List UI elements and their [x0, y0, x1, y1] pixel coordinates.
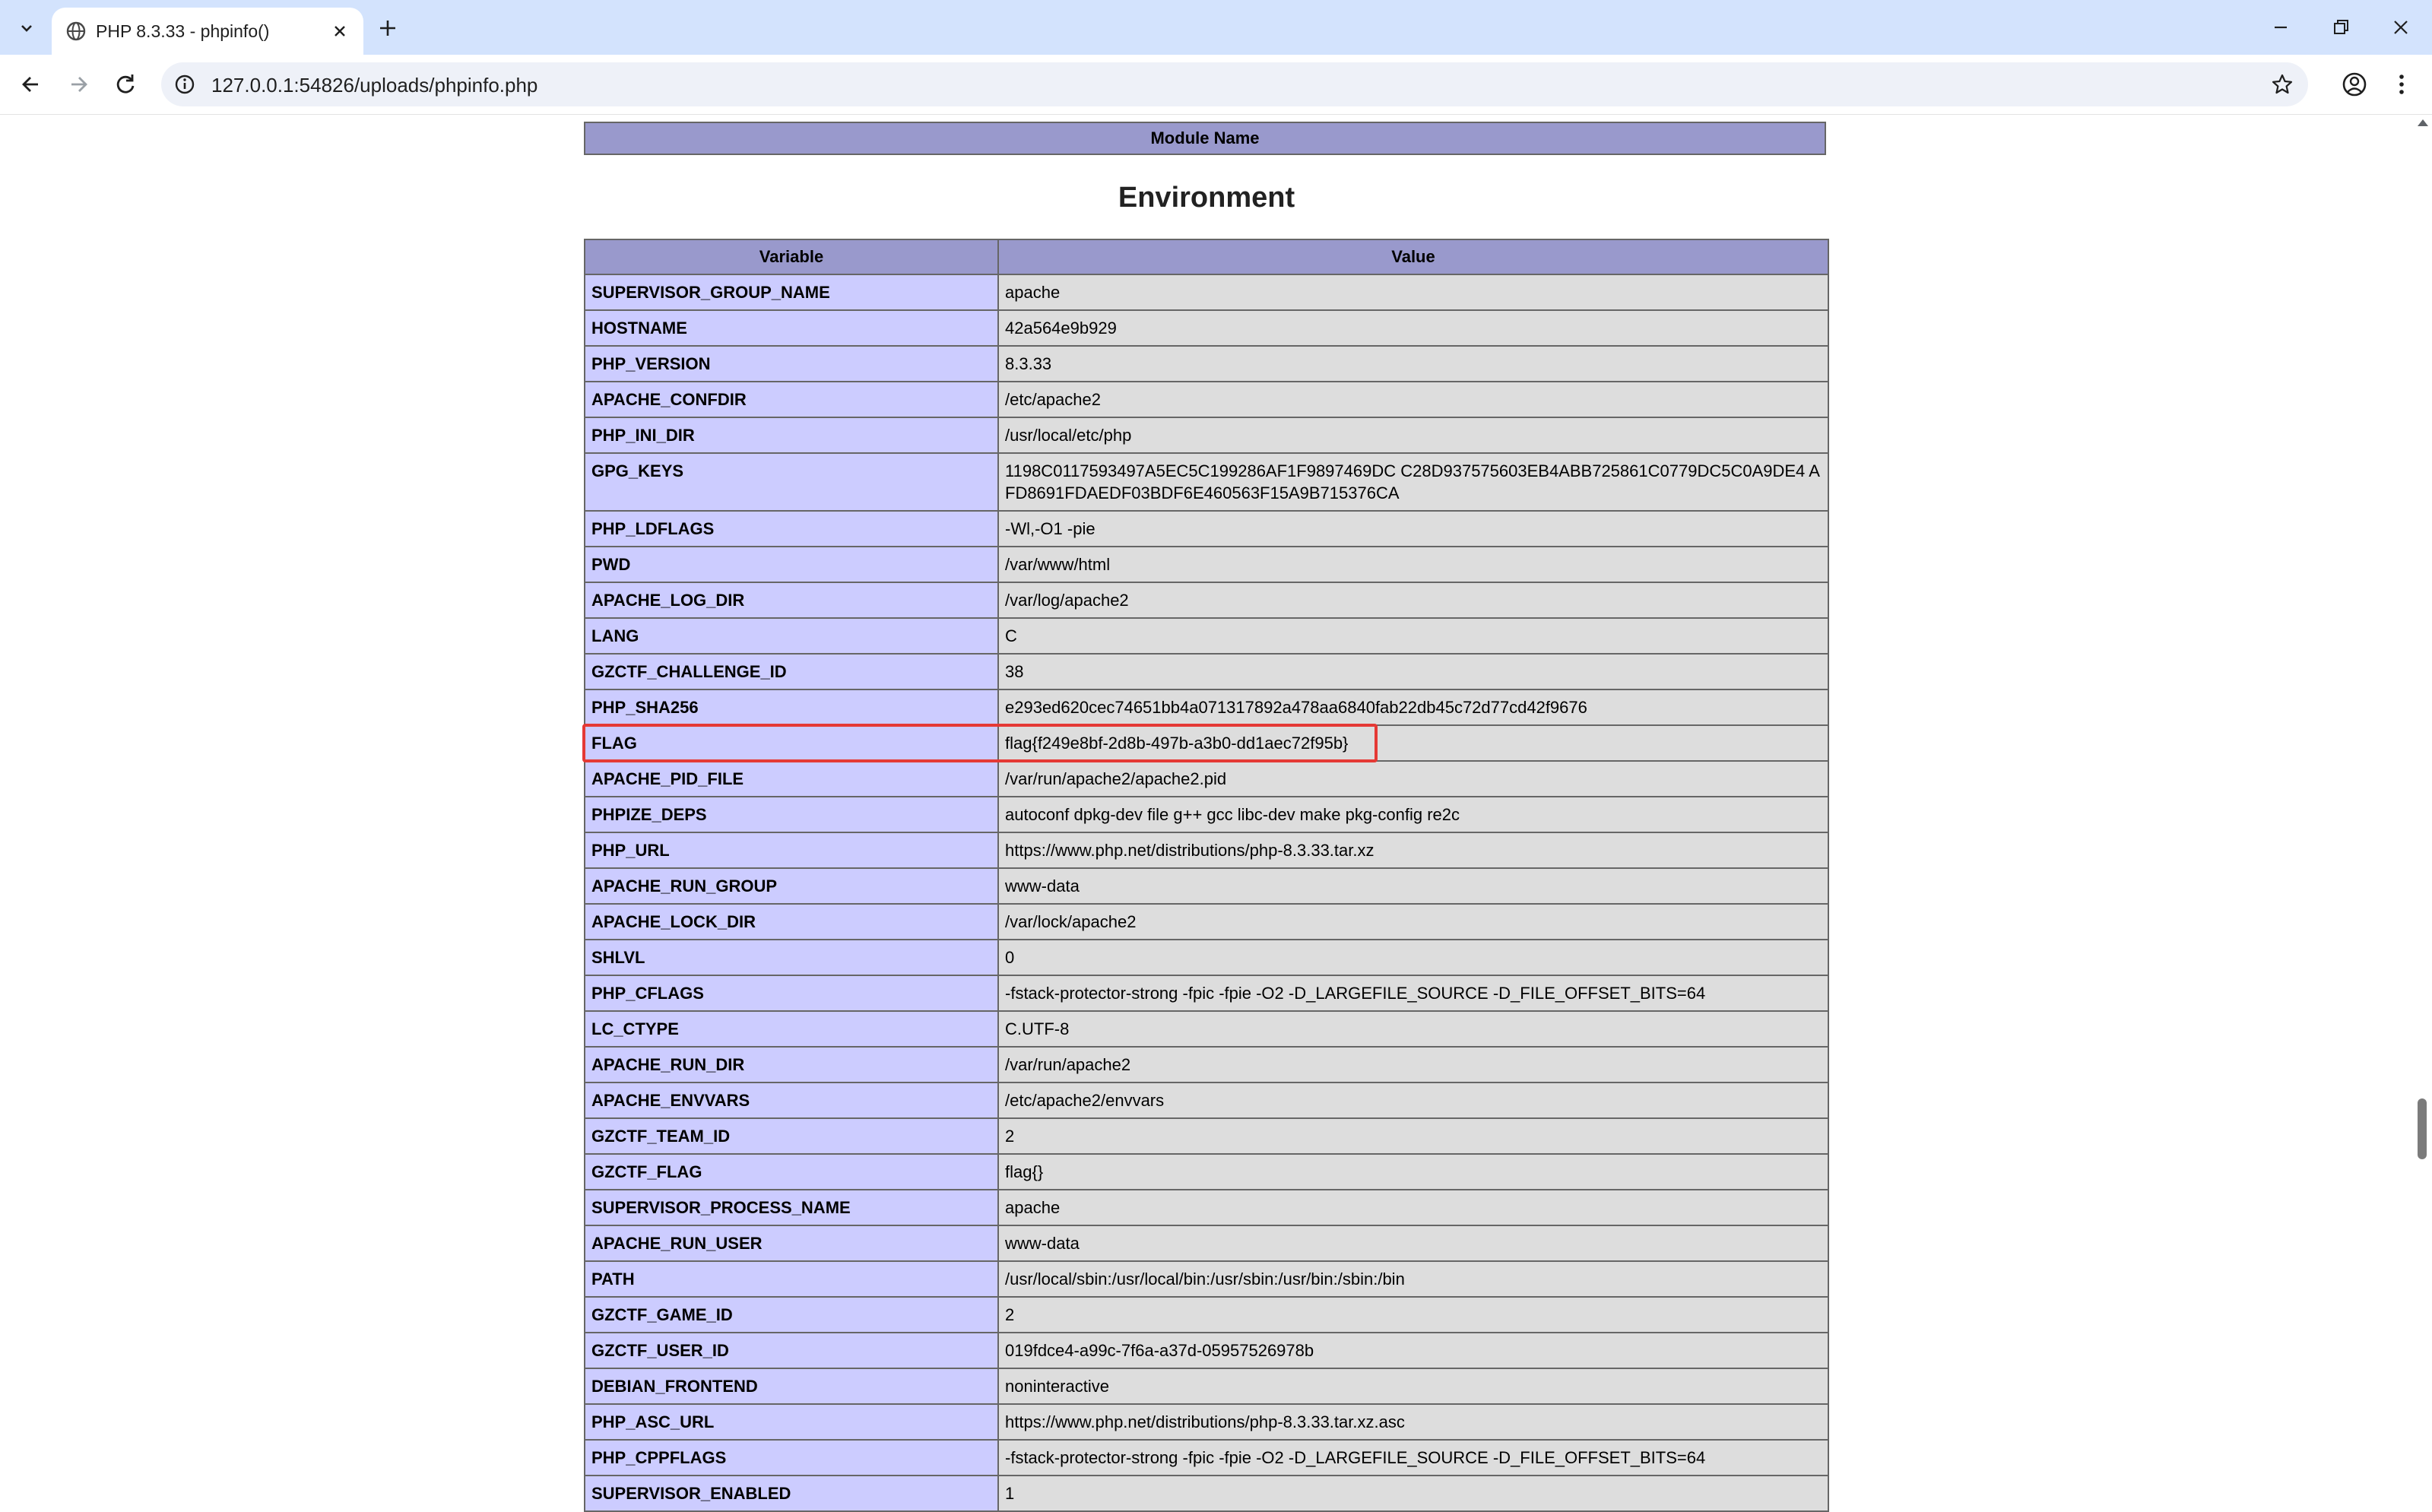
- variable-value: -Wl,-O1 -pie: [998, 511, 1828, 547]
- variable-value: -fstack-protector-strong -fpic -fpie -O2 -D_LARGEFILE_SOURCE -D_FILE_OFFSET_BITS=64: [998, 1440, 1828, 1476]
- variable-value: C.UTF-8: [998, 1011, 1828, 1047]
- variable-name: LANG: [585, 618, 998, 654]
- tab-strip: [0, 0, 2432, 55]
- table-row: [585, 1368, 1828, 1404]
- table-row: [585, 417, 1828, 453]
- browser-toolbar: [0, 55, 2432, 115]
- kebab-menu-icon[interactable]: [2386, 68, 2418, 100]
- variable-value: https://www.php.net/distributions/php-8.3.33.tar.xz: [998, 832, 1828, 868]
- table-row: [585, 547, 1828, 582]
- variable-name: PHP_CFLAGS: [585, 975, 998, 1011]
- star-icon[interactable]: [2270, 72, 2294, 97]
- variable-value: /var/lock/apache2: [998, 904, 1828, 940]
- variable-value: 42a564e9b929: [998, 310, 1828, 346]
- variable-value: 019fdce4-a99c-7f6a-a37d-05957526978b: [998, 1333, 1828, 1368]
- environment-rows: [585, 274, 1828, 1511]
- variable-name: APACHE_LOCK_DIR: [585, 904, 998, 940]
- variable-name: APACHE_PID_FILE: [585, 761, 998, 797]
- variable-value: /usr/local/sbin:/usr/local/bin:/usr/sbin:/usr/bin:/sbin:/bin: [998, 1261, 1828, 1297]
- variable-value: /var/run/apache2/apache2.pid: [998, 761, 1828, 797]
- table-row: [585, 582, 1828, 618]
- variable-value: apache: [998, 274, 1828, 310]
- table-row: [585, 1333, 1828, 1368]
- variable-value: 2: [998, 1118, 1828, 1154]
- variable-value: 0: [998, 940, 1828, 975]
- table-row: [585, 761, 1828, 797]
- table-row: [585, 274, 1828, 310]
- vertical-scrollbar[interactable]: [2413, 115, 2432, 1444]
- variable-name: GPG_KEYS: [585, 453, 998, 511]
- table-row: [585, 511, 1828, 547]
- forward-icon[interactable]: [62, 68, 94, 100]
- variable-name: PHP_LDFLAGS: [585, 511, 998, 547]
- variable-value: -fstack-protector-strong -fpic -fpie -O2 -D_LARGEFILE_SOURCE -D_FILE_OFFSET_BITS=64: [998, 975, 1828, 1011]
- active-tab[interactable]: [52, 8, 363, 55]
- variable-value: flag{}: [998, 1154, 1828, 1190]
- table-row: [585, 654, 1828, 689]
- variable-value: /var/log/apache2: [998, 582, 1828, 618]
- back-icon[interactable]: [15, 68, 47, 100]
- variable-name: GZCTF_USER_ID: [585, 1333, 998, 1368]
- variable-value: www-data: [998, 1225, 1828, 1261]
- variable-name: PHP_ASC_URL: [585, 1404, 998, 1440]
- variable-name: FLAG: [585, 725, 998, 761]
- scroll-up-arrow-icon[interactable]: [2418, 119, 2428, 126]
- variable-value: /var/run/apache2: [998, 1047, 1828, 1082]
- tab-title: PHP 8.3.33 - phpinfo(): [96, 21, 270, 41]
- variable-name: PHP_INI_DIR: [585, 417, 998, 453]
- table-row: [585, 689, 1828, 725]
- table-row: [585, 797, 1828, 832]
- variable-value: /etc/apache2/envvars: [998, 1082, 1828, 1118]
- info-icon[interactable]: [173, 73, 196, 96]
- url-text[interactable]: 127.0.0.1:54826/uploads/phpinfo.php: [211, 74, 538, 97]
- variable-value: autoconf dpkg-dev file g++ gcc libc-dev make pkg-config re2c: [998, 797, 1828, 832]
- variable-name: HOSTNAME: [585, 310, 998, 346]
- table-row: [585, 453, 1828, 511]
- minimize-icon[interactable]: [2258, 11, 2304, 44]
- section-title: Environment: [1118, 182, 1295, 214]
- variable-name: PHP_SHA256: [585, 689, 998, 725]
- table-row: [585, 1154, 1828, 1190]
- variable-name: GZCTF_GAME_ID: [585, 1297, 998, 1333]
- variable-value: /etc/apache2: [998, 382, 1828, 417]
- table-row: [585, 1404, 1828, 1440]
- variable-value: C: [998, 618, 1828, 654]
- variable-name: PATH: [585, 1261, 998, 1297]
- variable-name: PHP_URL: [585, 832, 998, 868]
- variable-value: /usr/local/etc/php: [998, 417, 1828, 453]
- reload-icon[interactable]: [109, 68, 141, 100]
- variable-name: APACHE_RUN_USER: [585, 1225, 998, 1261]
- variable-name: DEBIAN_FRONTEND: [585, 1368, 998, 1404]
- table-row: [585, 382, 1828, 417]
- table-row: [585, 1476, 1828, 1511]
- variable-value: /var/www/html: [998, 547, 1828, 582]
- address-bar[interactable]: [161, 62, 2308, 106]
- variable-name: SUPERVISOR_ENABLED: [585, 1476, 998, 1511]
- variable-name: APACHE_RUN_DIR: [585, 1047, 998, 1082]
- variable-name: PHP_VERSION: [585, 346, 998, 382]
- variable-value: 1: [998, 1476, 1828, 1511]
- variable-value: apache: [998, 1190, 1828, 1225]
- variable-name: GZCTF_TEAM_ID: [585, 1118, 998, 1154]
- variable-name: APACHE_LOG_DIR: [585, 582, 998, 618]
- variable-value: www-data: [998, 868, 1828, 904]
- module-name-header: Module Name: [584, 122, 1826, 155]
- variable-value: https://www.php.net/distributions/php-8.3.33.tar.xz.asc: [998, 1404, 1828, 1440]
- table-row: [585, 1011, 1828, 1047]
- environment-table: [584, 239, 1829, 1512]
- globe-icon: [65, 21, 87, 42]
- variable-value: e293ed620cec74651bb4a071317892a478aa6840fab22db45c72d77cd42f9676: [998, 689, 1828, 725]
- table-row: [585, 1118, 1828, 1154]
- variable-name: SUPERVISOR_PROCESS_NAME: [585, 1190, 998, 1225]
- variable-name: SUPERVISOR_GROUP_NAME: [585, 274, 998, 310]
- variable-name: GZCTF_CHALLENGE_ID: [585, 654, 998, 689]
- variable-name: APACHE_ENVVARS: [585, 1082, 998, 1118]
- table-row: [585, 1225, 1828, 1261]
- table-row: [585, 310, 1828, 346]
- variable-name: PWD: [585, 547, 998, 582]
- table-row: [585, 868, 1828, 904]
- table-row: [585, 1082, 1828, 1118]
- variable-name: APACHE_RUN_GROUP: [585, 868, 998, 904]
- variable-name: APACHE_CONFDIR: [585, 382, 998, 417]
- table-row: [585, 618, 1828, 654]
- tab-search-icon: [18, 20, 35, 36]
- variable-name: LC_CTYPE: [585, 1011, 998, 1047]
- table-row: [585, 940, 1828, 975]
- variable-value: 38: [998, 654, 1828, 689]
- close-icon[interactable]: [328, 20, 351, 43]
- table-row: [585, 904, 1828, 940]
- table-row: [585, 1261, 1828, 1297]
- table-row: [585, 346, 1828, 382]
- variable-value: 2: [998, 1297, 1828, 1333]
- profile-icon[interactable]: [2338, 68, 2370, 100]
- column-header-variable: Variable: [585, 239, 998, 274]
- tab-search-button[interactable]: [11, 12, 43, 44]
- variable-name: GZCTF_FLAG: [585, 1154, 998, 1190]
- table-row: [585, 832, 1828, 868]
- scroll-thumb[interactable]: [2418, 1098, 2427, 1159]
- table-row: [585, 725, 1828, 761]
- variable-value: 8.3.33: [998, 346, 1828, 382]
- variable-name: PHP_CPPFLAGS: [585, 1440, 998, 1476]
- column-header-value: Value: [998, 239, 1828, 274]
- table-row: [585, 1190, 1828, 1225]
- variable-value: flag{f249e8bf-2d8b-497b-a3b0-dd1aec72f95b}: [998, 725, 1828, 761]
- page-viewport: [0, 115, 2413, 1503]
- window-close-icon[interactable]: [2378, 11, 2424, 44]
- table-row: [585, 1297, 1828, 1333]
- variable-value: noninteractive: [998, 1368, 1828, 1404]
- variable-name: PHPIZE_DEPS: [585, 797, 998, 832]
- table-row: [585, 1047, 1828, 1082]
- variable-value: 1198C0117593497A5EC5C199286AF1F9897469DC C28D937575603EB4ABB725861C0779DC5C0A9DE4 AFD8691FDAEDF03BDF6E460563F15A9B715376CA: [998, 453, 1828, 511]
- plus-icon[interactable]: [373, 13, 403, 43]
- variable-name: SHLVL: [585, 940, 998, 975]
- restore-icon[interactable]: [2317, 11, 2363, 44]
- table-row: [585, 1440, 1828, 1476]
- table-row: [585, 975, 1828, 1011]
